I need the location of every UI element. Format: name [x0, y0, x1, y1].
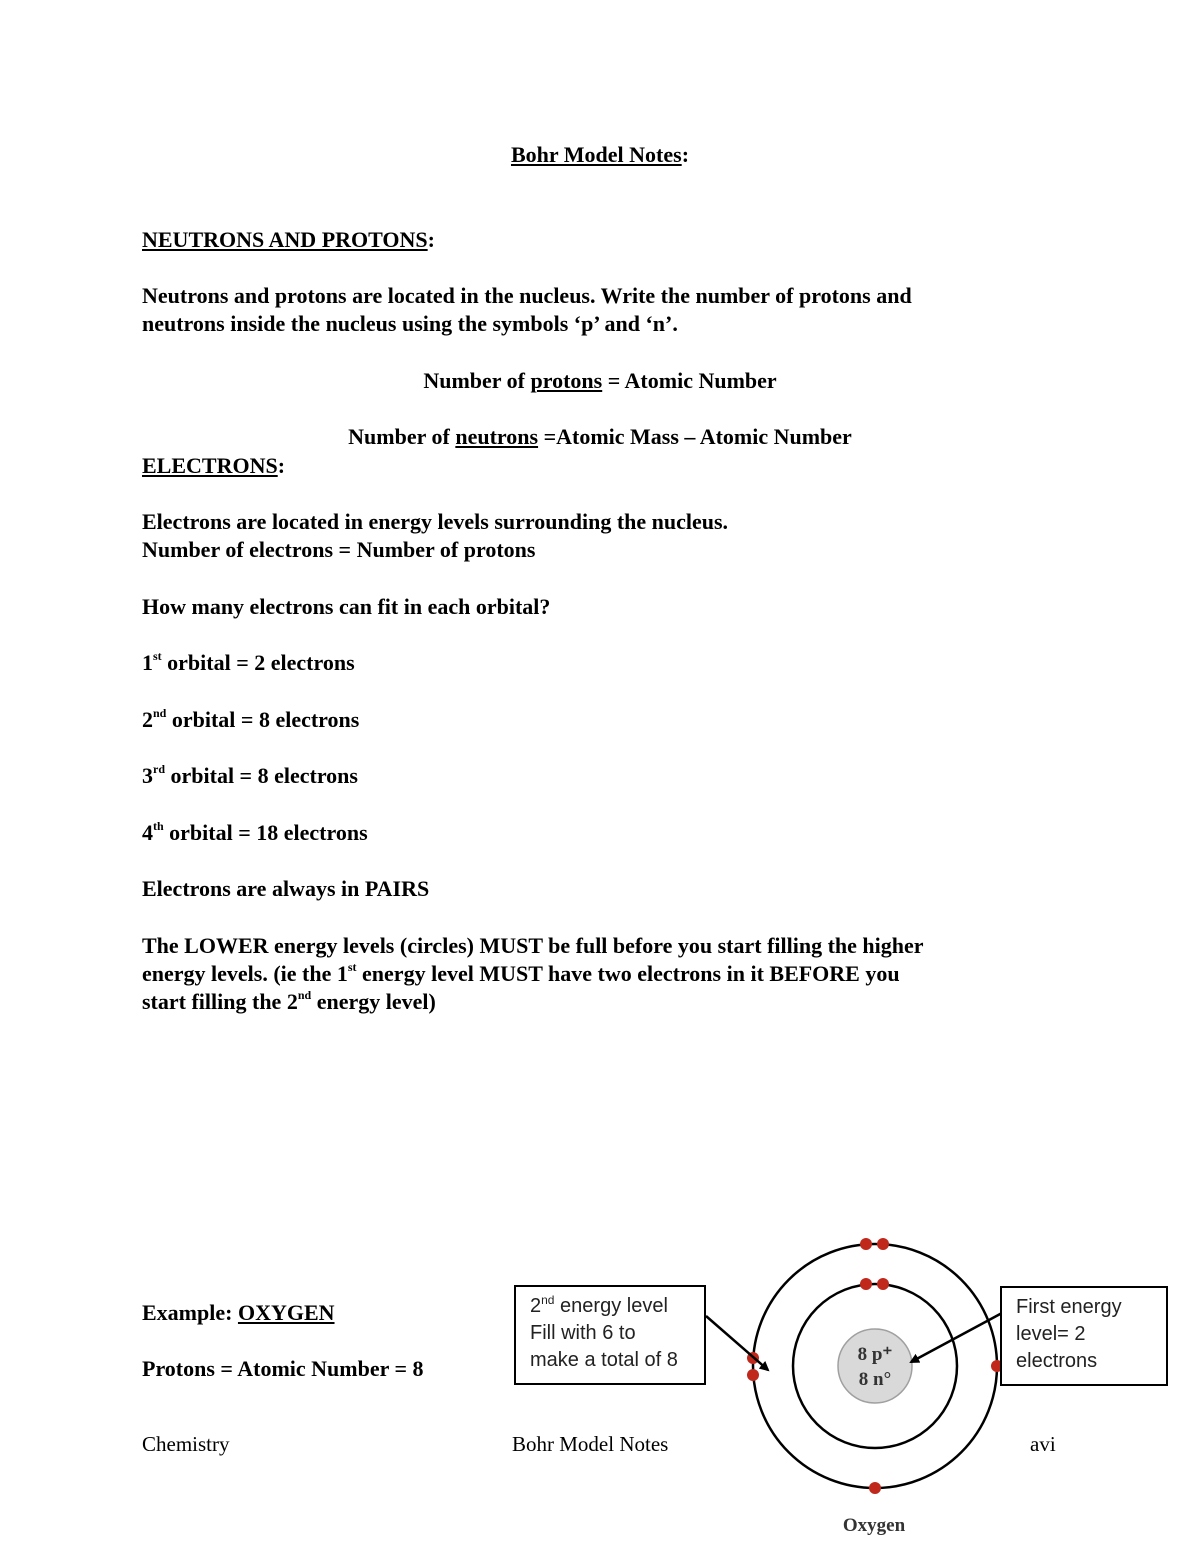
electrons-heading: ELECTRONS: — [142, 453, 286, 478]
orbital-rule-3: 3rd orbital = 8 electrons — [142, 762, 358, 788]
nucleus-protons: 8 p⁺ — [857, 1344, 893, 1365]
nucleus — [838, 1329, 912, 1403]
orbital-rule-4: 4th orbital = 18 electrons — [142, 819, 368, 845]
lower-levels-line3: start filling the 2nd energy level) — [142, 988, 436, 1014]
footer-right: avi — [1030, 1432, 1056, 1456]
second-level-callout-line3: make a total of 8 — [530, 1349, 678, 1371]
electrons-line2: Number of electrons = Number of protons — [142, 537, 536, 562]
diagram-caption: Oxygen — [842, 1515, 906, 1536]
orbital-question: How many electrons can fit in each orbital? — [142, 594, 551, 619]
second-level-callout — [514, 1285, 706, 1385]
neutrons-paragraph-line1: Neutrons and protons are located in the nucleus. Write the number of protons and — [142, 283, 912, 308]
second-level-callout-line2: Fill with 6 to — [530, 1322, 636, 1344]
footer-left: Chemistry — [142, 1432, 230, 1456]
electrons-line1: Electrons are located in energy levels surrounding the nucleus. — [142, 509, 729, 534]
orbital-rule-2: 2nd orbital = 8 electrons — [142, 706, 360, 732]
neutrons-equation: Number of neutrons =Atomic Mass – Atomic Number — [348, 424, 852, 449]
page-title: Bohr Model Notes: — [510, 142, 690, 167]
electron — [869, 1482, 881, 1494]
orbital-rule-1: 1st orbital = 2 electrons — [142, 649, 355, 675]
second-level-callout-line1: 2nd energy level — [530, 1293, 668, 1317]
first-level-callout — [1000, 1286, 1168, 1386]
first-level-callout-line2: level= 2 — [1016, 1323, 1086, 1345]
electron — [877, 1278, 889, 1290]
example-label: Example: OXYGEN — [142, 1300, 335, 1325]
neutrons-paragraph-line2: neutrons inside the nucleus using the symbols ‘p’ and ‘n’. — [142, 311, 678, 336]
nucleus-neutrons: 8 n° — [858, 1369, 892, 1390]
electron — [877, 1238, 889, 1250]
electron — [860, 1278, 872, 1290]
lower-levels-line1: The LOWER energy levels (circles) MUST be full before you start filling the higher — [142, 933, 924, 958]
first-level-callout-line3: electrons — [1016, 1350, 1098, 1372]
example-protons: Protons = Atomic Number = 8 — [142, 1356, 424, 1381]
electron — [860, 1238, 872, 1250]
left-arrow — [706, 1316, 768, 1370]
pairs-rule: Electrons are always in PAIRS — [142, 876, 430, 901]
protons-equation: Number of protons = Atomic Number — [423, 368, 777, 393]
footer-center: Bohr Model Notes — [512, 1432, 669, 1456]
neutrons-heading: NEUTRONS AND PROTONS: — [142, 227, 435, 252]
lower-levels-line2: energy levels. (ie the 1st energy level MUST have two electrons in it BEFORE you — [142, 960, 900, 986]
first-level-callout-line1: First energy — [1016, 1296, 1122, 1318]
electron — [747, 1369, 759, 1381]
